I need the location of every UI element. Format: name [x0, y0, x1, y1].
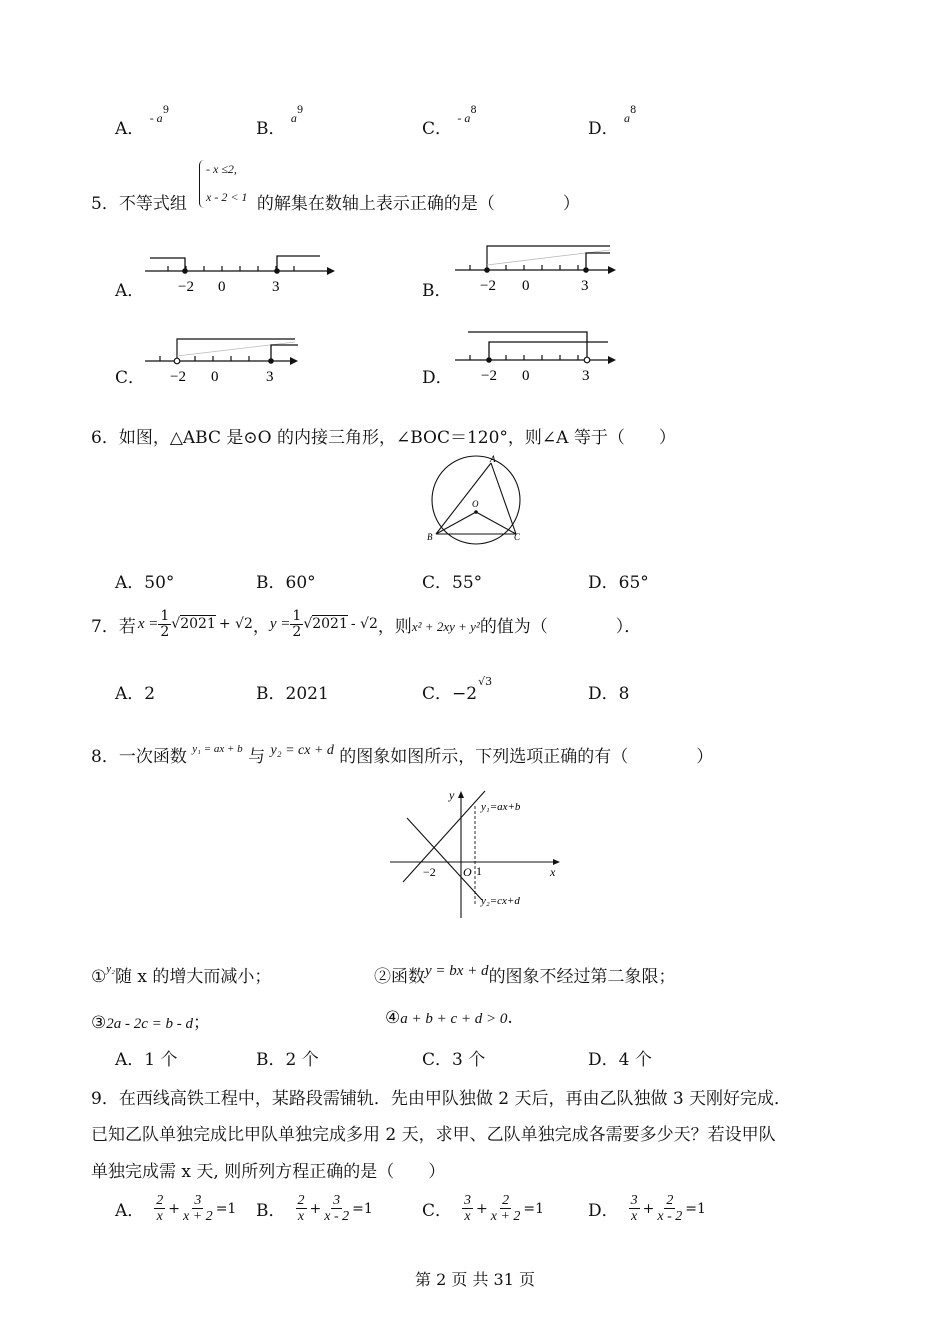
q7-stem: 7． 若 x = $\frac{1}{2}$ √2021 + √2 ， y = $\frac{1}{2}$ √2021 - √2 ，则 x² + 2xy + y² 的值为（ ）． [91, 607, 642, 640]
label-a: A [490, 454, 496, 464]
axis-x-label: x [550, 865, 556, 879]
line-y1 [403, 791, 485, 882]
page-footer: 第 2 页 共 31 页 [415, 1270, 535, 1289]
q9-line-2: 已知乙队单独完成比甲队单独完成多用 2 天，求甲、乙队单独完成各需要多少天？若设甲队 [91, 1125, 776, 1145]
axis-y-label: y [449, 788, 455, 802]
q8-option-d: D．4 个 [588, 1050, 652, 1070]
tick-label-0: 0 [218, 279, 226, 295]
half-fraction: $\frac{1}{2}$ [292, 607, 302, 640]
tick-label-neg2: −2 [170, 369, 186, 385]
circle-figure [420, 452, 538, 546]
q7-option-c: C．$-2^{√3}$ [422, 675, 493, 704]
tick-label-neg2: −2 [481, 368, 497, 384]
label-b: B [427, 532, 433, 542]
linear-functions-graph [385, 786, 565, 922]
q8-statement-2: ②函数y = bx + d的图象不经过第二象限； [374, 963, 676, 987]
label-o: O [472, 499, 479, 509]
q5-option-a-label: A． [115, 281, 145, 301]
q9-option-d: D． $\frac{3}{x}$ + $\frac{2}{x - 2}$ =1 [588, 1193, 706, 1224]
q8-statement-3: ③2a - 2c = b - d； [91, 1013, 211, 1033]
q6-option-c: C．55° [422, 573, 483, 593]
tick-1: 1 [476, 864, 482, 878]
q9-line-1: 9．在西线高铁工程中，某路段需铺轨．先由甲队独做 2 天后，再由乙队独做 3 天刚好完成． [91, 1089, 792, 1109]
tick-label-0: 0 [522, 368, 530, 384]
q8-option-c: C．3 个 [422, 1050, 486, 1070]
tick-label-3: 3 [581, 278, 589, 294]
q4-option-d: D． $^{a8}$ [588, 105, 637, 139]
q6-option-a: A．50° [115, 573, 175, 593]
tick-label-3: 3 [266, 369, 274, 385]
q5-sys-line2: x - 2 < 1 [206, 190, 248, 204]
q9-option-c: C． $\frac{3}{x}$ + $\frac{2}{x + 2}$ =1 [422, 1193, 545, 1224]
tick-label-neg2: −2 [178, 279, 194, 295]
q6-option-d: D．65° [588, 573, 649, 593]
q7-option-d: D．8 [588, 684, 630, 704]
q5-option-d-label: D． [422, 368, 453, 388]
origin-label: O [463, 865, 472, 879]
label-c: C [514, 532, 521, 542]
number-line-d [450, 326, 630, 386]
q5-option-c-label: C． [115, 368, 146, 388]
tick-label-0: 0 [522, 278, 530, 294]
q9-option-b: B． $\frac{2}{x}$ + $\frac{3}{x - 2}$ =1 [256, 1193, 373, 1224]
q5-stem: 5．不等式组 的解集在数轴上表示正确的是（ ） [91, 194, 580, 214]
q4-option-a: A． $^{- a9}$ [115, 105, 170, 139]
q9-option-a: A． $\frac{2}{x}$ + $\frac{3}{x + 2}$ =1 [115, 1193, 237, 1224]
tick-neg2: −2 [423, 865, 436, 879]
q6-option-b: B．60° [256, 573, 316, 593]
q7-option-b: B．2021 [256, 684, 329, 704]
q6-stem: 6．如图，△ABC 是⊙O 的内接三角形，∠BOC＝120°，则∠A 等于（ ） [91, 428, 676, 448]
tick-label-neg2: −2 [480, 278, 496, 294]
q8-option-b: B．2 个 [256, 1050, 319, 1070]
number-line-b [450, 240, 630, 298]
number-line-a [140, 248, 340, 298]
label-y2: y₂=cx+d [481, 895, 520, 907]
q4-option-c: C． $^{- a8}$ [422, 105, 477, 139]
q8-option-a: A．1 个 [115, 1050, 178, 1070]
q8-statement-1: ①$^{y_2}$随 x 的增大而减小； [91, 963, 272, 987]
q5-sys-line1: - x ≤2, [206, 162, 237, 176]
number-line-c [140, 328, 315, 386]
tick-label-0: 0 [211, 369, 219, 385]
half-fraction: $\frac{1}{2}$ [160, 607, 170, 640]
q9-line-3: 单独完成需 x 天, 则所列方程正确的是（ ） [91, 1162, 446, 1182]
q7-option-a: A．2 [115, 684, 156, 704]
label-y1: y₁=ax+b [481, 801, 521, 813]
q5-option-b-label: B． [422, 281, 452, 301]
q8-stem: 8．一次函数 $^{y_1 = ax + b}$ 与 $^{y_2 = cx + d}$ 的图象如图所示，下列选项正确的有（ ） [91, 743, 714, 767]
q5-brace [199, 160, 204, 208]
q4-option-b: B． $^{a9}$ [256, 105, 304, 139]
tick-label-3: 3 [272, 279, 280, 295]
line-y2 [407, 818, 482, 900]
tick-label-3: 3 [582, 368, 590, 384]
q8-statement-4: ④a + b + c + d > 0. [385, 1008, 513, 1028]
